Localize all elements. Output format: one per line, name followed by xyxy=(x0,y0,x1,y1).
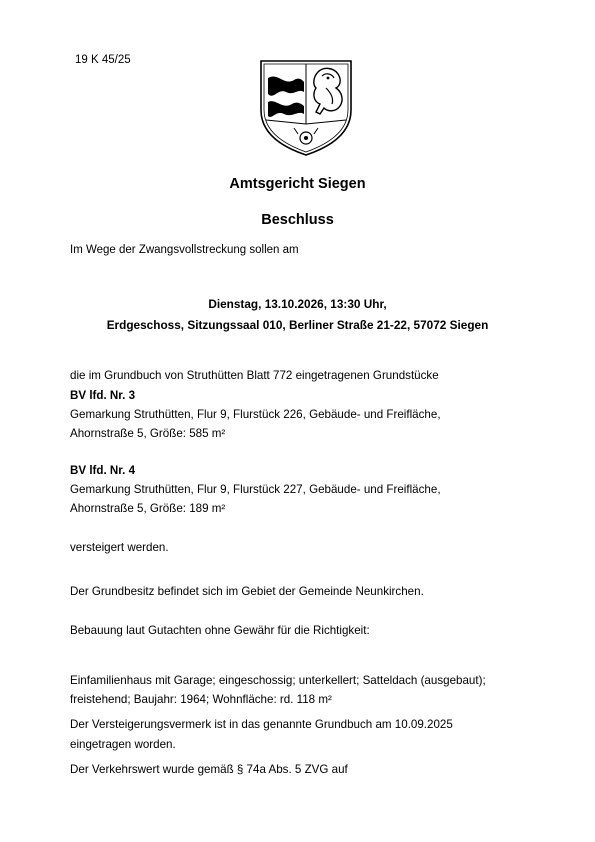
intro-text: Im Wege der Zwangsvollstreckung sollen am xyxy=(70,244,299,256)
grundbuch-line: die im Grundbuch von Struthütten Blatt 772 eingetragenen Grundstücke xyxy=(70,369,439,382)
appointment-datetime: Dienstag, 13.10.2026, 13:30 Uhr, xyxy=(208,297,387,311)
bebauung-line: freistehend; Baujahr: 1964; Wohnfläche: rd. 118 m² xyxy=(70,693,332,706)
parcel-title: BV lfd. Nr. 4 xyxy=(70,464,136,477)
bebauung-line: Einfamilienhaus mit Garage; eingeschossig; unterkellert; Satteldach (ausgebaut); xyxy=(70,674,486,687)
vermerk-line: Der Versteigerungsvermerk ist in das genannte Grundbuch am 10.09.2025 xyxy=(70,718,453,731)
parcel-title: BV lfd. Nr. 3 xyxy=(70,389,136,402)
court-title: Amtsgericht Siegen xyxy=(229,176,366,192)
vermerk-line: eingetragen worden. xyxy=(70,738,176,751)
file-number: 19 K 45/25 xyxy=(75,54,131,66)
verkehrswert-text: Der Verkehrswert wurde gemäß § 74a Abs. 5 ZVG auf xyxy=(70,763,348,776)
appointment-location: Erdgeschoss, Sitzungssaal 010, Berliner Straße 21-22, 57072 Siegen xyxy=(106,318,489,332)
nrw-coat-of-arms-icon xyxy=(258,58,354,158)
document-type: Beschluss xyxy=(261,212,334,228)
parcel-line: Gemarkung Struthütten, Flur 9, Flurstück 226, Gebäude- und Freifläche, xyxy=(70,408,441,421)
parcel-line: Gemarkung Struthütten, Flur 9, Flurstück 227, Gebäude- und Freifläche, xyxy=(70,483,441,496)
grundbesitz-text: Der Grundbesitz befindet sich im Gebiet der Gemeinde Neunkirchen. xyxy=(70,585,424,598)
parcel-line: Ahornstraße 5, Größe: 585 m² xyxy=(70,427,226,440)
bebauung-heading: Bebauung laut Gutachten ohne Gewähr für die Richtigkeit: xyxy=(70,624,370,637)
versteigert-text: versteigert werden. xyxy=(70,541,169,554)
parcel-line: Ahornstraße 5, Größe: 189 m² xyxy=(70,502,226,515)
